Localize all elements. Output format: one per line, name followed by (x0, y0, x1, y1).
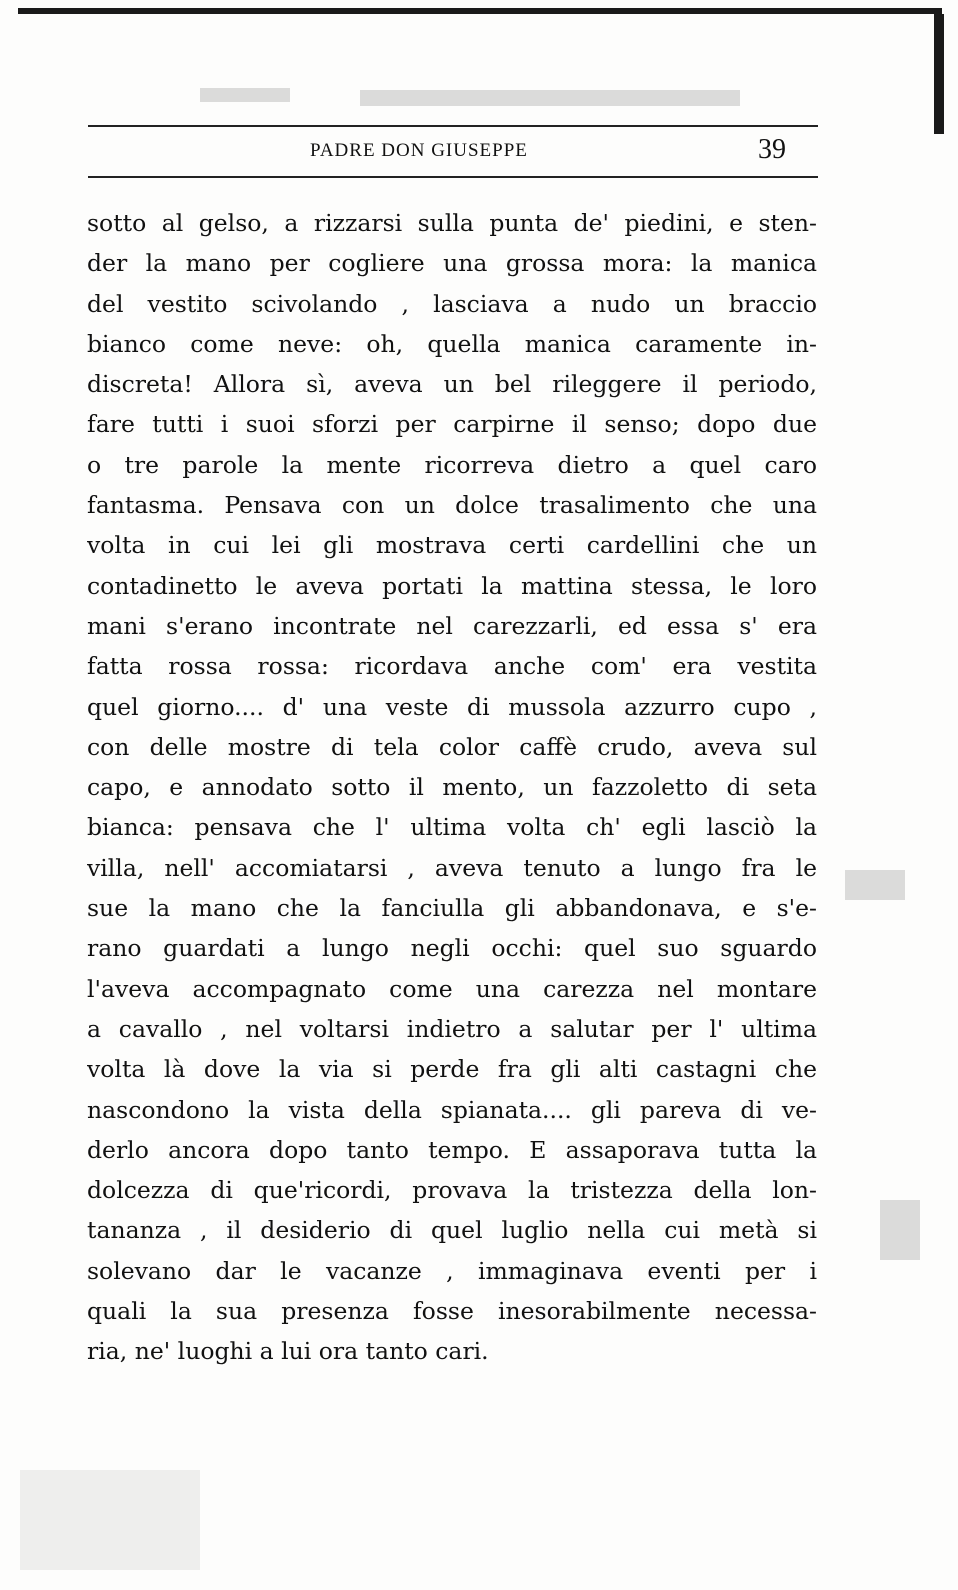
header-rule-bottom (88, 176, 818, 178)
text-line: fantasma. Pensava con un dolce trasalimento che una (87, 491, 817, 520)
scan-top-edge (18, 8, 942, 14)
header-rule-top (88, 125, 818, 127)
text-line: del vestito scivolando , lasciava a nudo un braccio (87, 289, 817, 318)
text-line: a cavallo , nel voltarsi indietro a salutar per l' ultima (87, 1014, 817, 1043)
scan-noise (360, 90, 740, 106)
text-line: volta in cui lei gli mostrava certi cardellini che un (87, 531, 817, 560)
text-line: dolcezza di que'ricordi, provava la tristezza della lon- (87, 1176, 817, 1205)
text-line: sue la mano che la fanciulla gli abbandonava, e s'e- (87, 894, 817, 923)
text-line: quel giorno.... d' una veste di mussola azzurro cupo , (87, 692, 817, 721)
text-line: discreta! Allora sì, aveva un bel rileggere il periodo, (87, 370, 817, 399)
text-line: rano guardati a lungo negli occhi: quel suo sguardo (87, 934, 817, 963)
text-line: tananza , il desiderio di quel luglio nella cui metà si (87, 1216, 817, 1245)
text-line: o tre parole la mente ricorreva dietro a quel caro (87, 450, 817, 479)
scan-noise (880, 1200, 920, 1260)
page-number: 39 (758, 134, 786, 165)
body-paragraph (87, 203, 817, 1372)
text-line: ria, ne' luoghi a lui ora tanto cari. (87, 1337, 489, 1366)
text-line: sotto al gelso, a rizzarsi sulla punta de' piedini, e sten- (87, 209, 817, 237)
scan-noise (845, 870, 905, 900)
text-line: volta là dove la via si perde fra gli alti castagni che (87, 1055, 817, 1084)
text-line: derlo ancora dopo tanto tempo. E assaporava tutta la (87, 1135, 817, 1164)
scan-noise (20, 1470, 200, 1570)
text-line: nascondono la vista della spianata.... gli pareva di ve- (87, 1095, 817, 1124)
text-line: der la mano per cogliere una grossa mora: la manica (87, 249, 817, 278)
text-line: solevano dar le vacanze , immaginava eventi per i (87, 1256, 817, 1285)
text-line: l'aveva accompagnato come una carezza nel montare (87, 974, 817, 1003)
text-line: fatta rossa rossa: ricordava anche com' era vestita (87, 652, 817, 681)
text-line: mani s'erano incontrate nel carezzarli, ed essa s' era (87, 611, 817, 640)
running-head: PADRE DON GIUSEPPE (310, 140, 528, 161)
text-line: fare tutti i suoi sforzi per carpirne il senso; dopo due (87, 410, 817, 439)
text-line: bianca: pensava che l' ultima volta ch' egli lasciò la (87, 813, 817, 842)
scan-right-edge (934, 14, 944, 134)
text-line: bianco come neve: oh, quella manica caramente in- (87, 329, 817, 358)
text-line: capo, e annodato sotto il mento, un fazzoletto di seta (87, 773, 817, 802)
text-line: villa, nell' accomiatarsi , aveva tenuto a lungo fra le (87, 853, 817, 882)
text-line: quali la sua presenza fosse inesorabilmente necessa- (87, 1297, 817, 1326)
text-line: con delle mostre di tela color caffè crudo, aveva sul (87, 732, 817, 761)
scan-noise (200, 88, 290, 102)
text-line: contadinetto le aveva portati la mattina stessa, le loro (87, 571, 817, 600)
